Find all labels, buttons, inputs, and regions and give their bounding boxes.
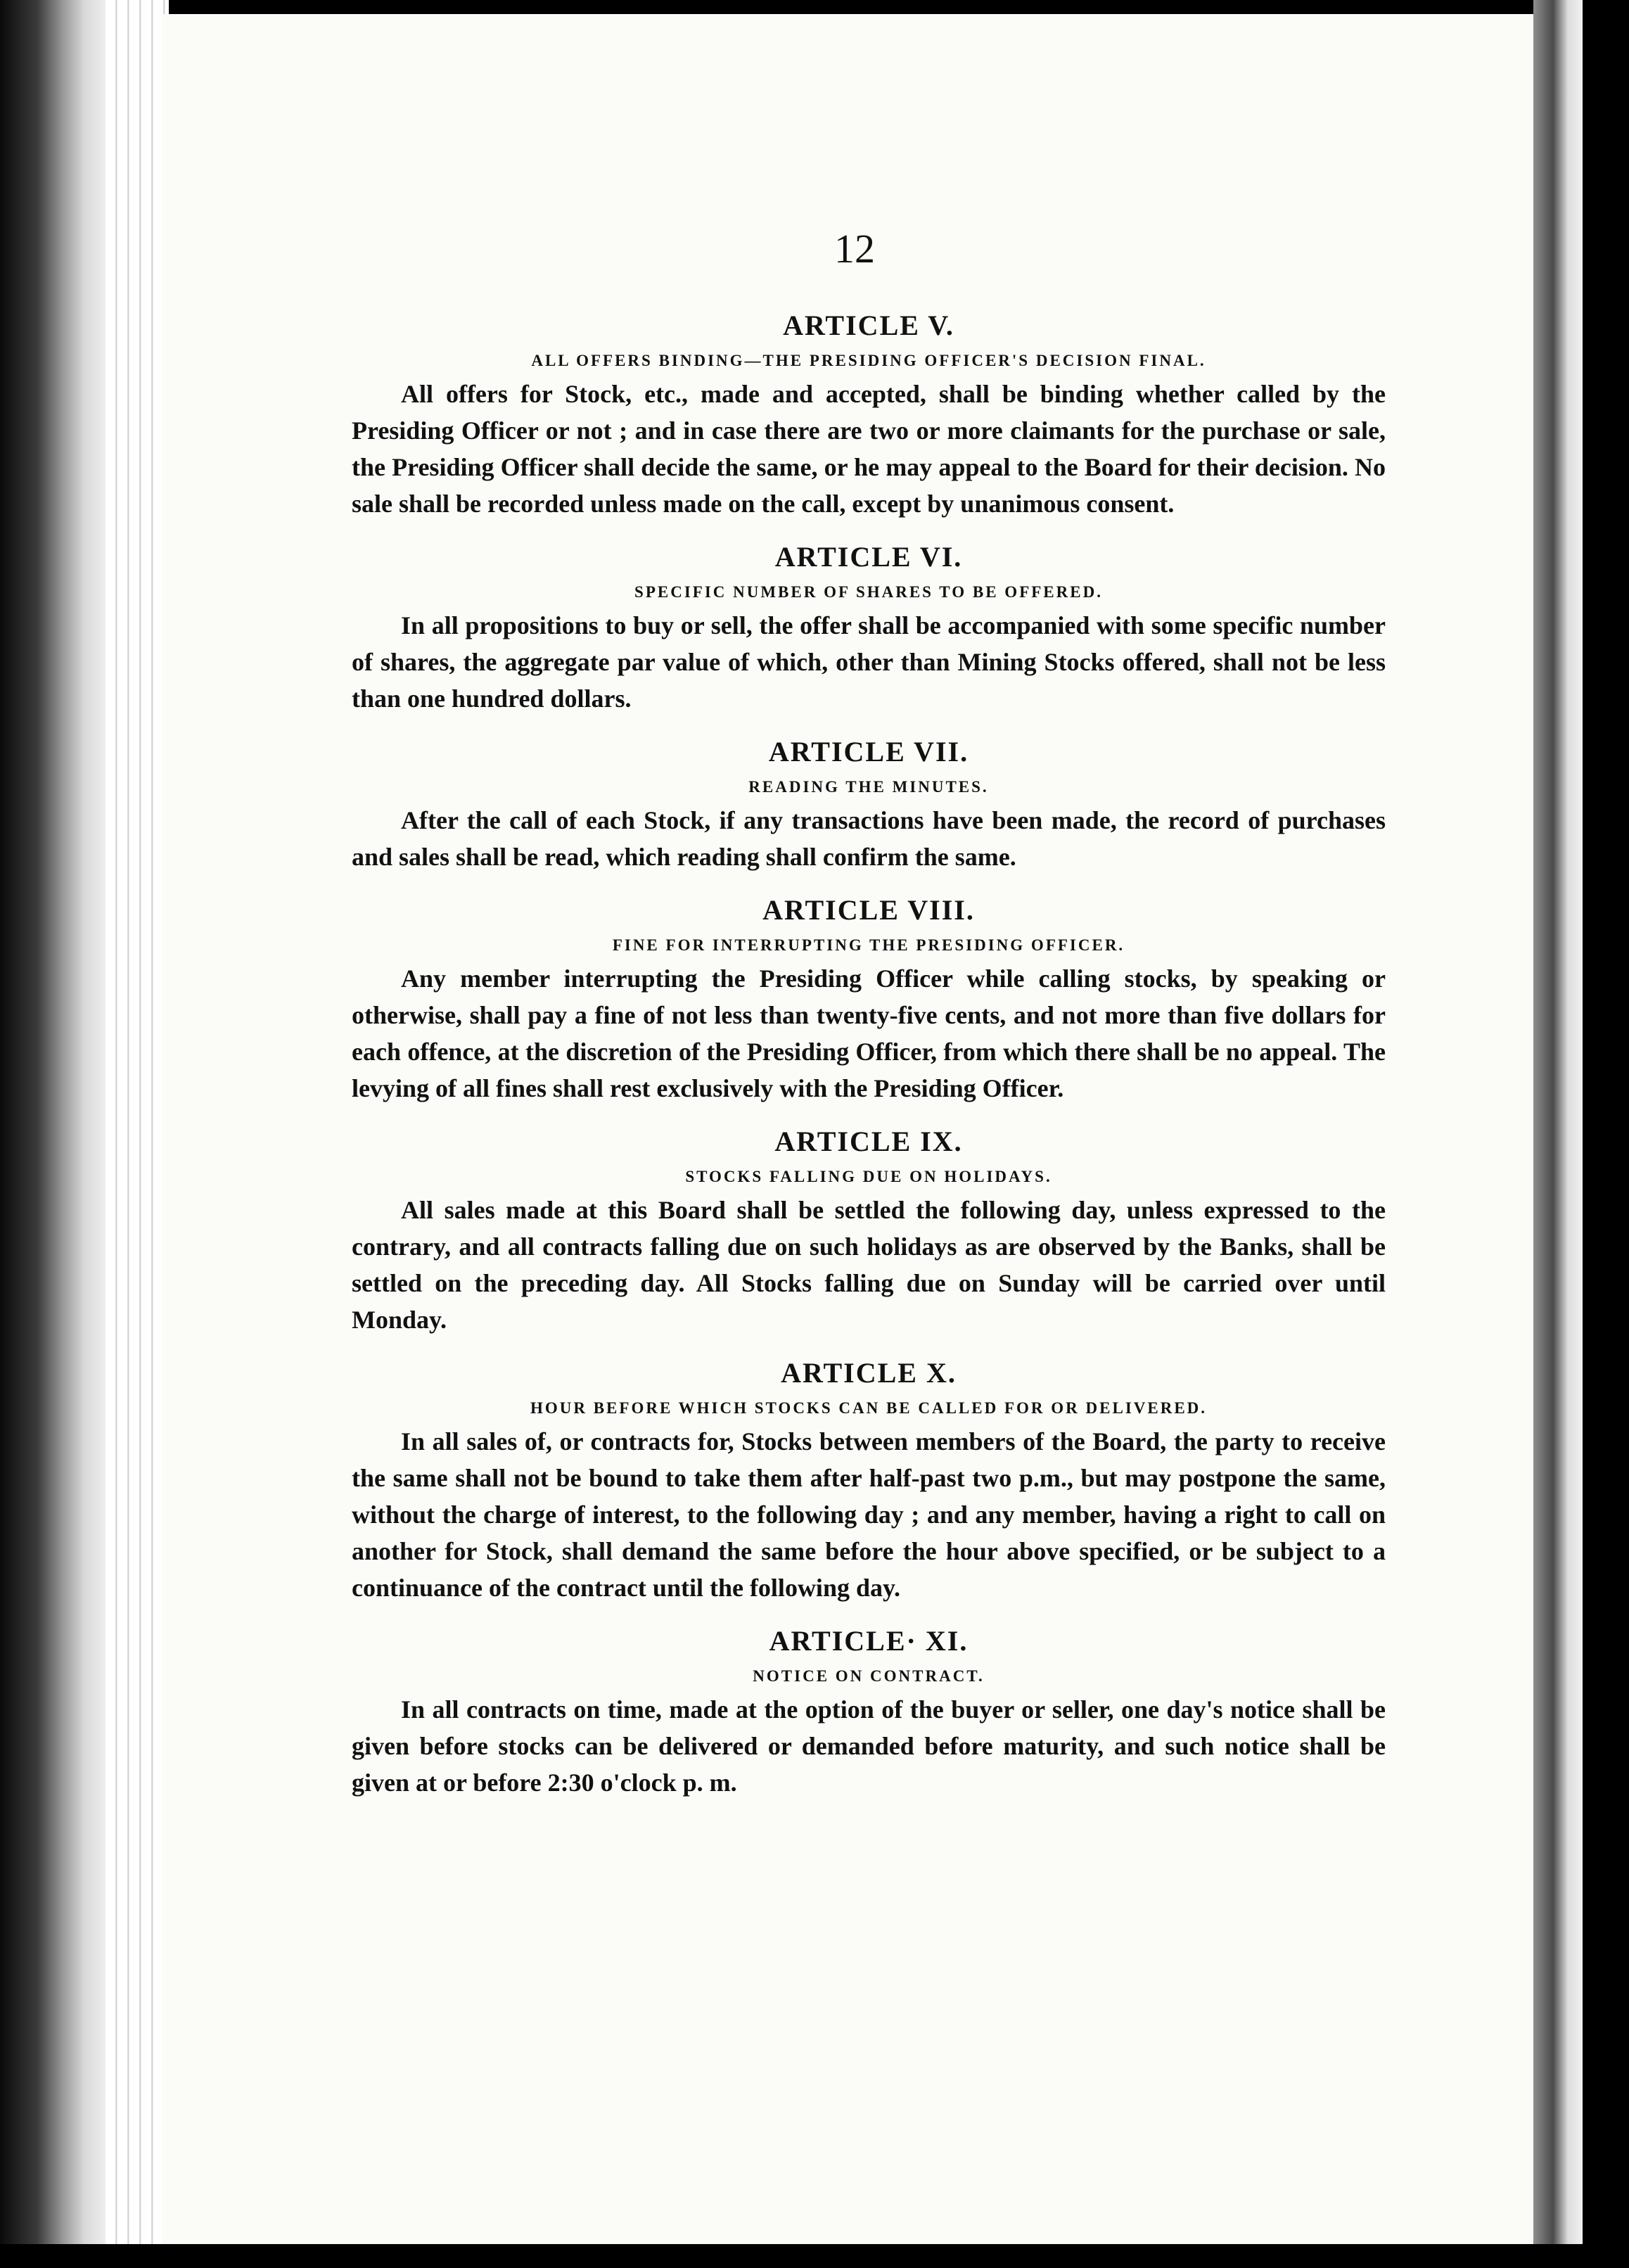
article-subtitle: NOTICE ON CONTRACT. [753,1667,985,1685]
article-5 [352,309,1386,522]
article-9 [352,1125,1386,1338]
article-body: In all propositions to buy or sell, the offer shall be accompanied with some specific number of shares, the aggregate par value of which, other than Mining Stocks offered, shall not be less than one hundred dollars. [352,611,1386,713]
article-body: In all sales of, or contracts for, Stocks between members of the Board, the party to receive the same shall not be bound to take them after half-past two p.m., but may postpone the same, without the charge of interest, to the following day ; and any member, having a right to call on another for Stock, shall demand the same before the hour above specified, or be subject to a continuance of the contract until the following day. [352,1427,1386,1602]
article-subtitle: HOUR BEFORE WHICH STOCKS CAN BE CALLED FOR OR DELIVERED. [530,1399,1208,1417]
article-subtitle: ALL OFFERS BINDING—THE PRESIDING OFFICER'S DECISION FINAL. [531,352,1206,369]
article-subtitle: SPECIFIC NUMBER OF SHARES TO BE OFFERED. [634,583,1103,601]
article-subtitle: STOCKS FALLING DUE ON HOLIDAYS. [685,1168,1052,1185]
article-body: All sales made at this Board shall be settled the following day, unless expressed to the contrary, and all contracts falling due on such holidays as are observed by the Banks, shall be settled on the preceding day. All Stocks falling due on Sunday will be carried over until Monday. [352,1196,1386,1334]
book-spine [0,0,106,2268]
article-heading: ARTICLE V. [783,310,954,341]
article-body: After the call of each Stock, if any transactions have been made, the record of purchases and sales shall be read, which reading shall confirm the same. [352,806,1386,871]
article-heading: ARTICLE X. [781,1357,957,1389]
scan-border-right [1583,0,1629,2268]
article-heading: ARTICLE VI. [774,541,963,573]
article-7 [352,735,1386,875]
article-11 [352,1624,1386,1801]
article-6 [352,540,1386,717]
scan-border-bottom [0,2244,1629,2268]
article-10 [352,1356,1386,1606]
article-body: In all contracts on time, made at the option of the buyer or seller, one day's notice shall be given before stocks can be delivered or demanded before maturity, and such notice shall be given at or before 2:30 o'clock p. m. [352,1695,1386,1797]
page-number: 12 [834,226,875,272]
article-heading: ARTICLE VII. [768,736,969,767]
scan-border-top [0,0,1629,14]
article-heading: ARTICLE· XI. [769,1625,969,1657]
article-heading: ARTICLE VIII. [762,894,975,926]
right-page-edge [1533,0,1583,2268]
article-body: Any member interrupting the Presiding Officer while calling stocks, by speaking or otherwise, shall pay a fine of not less than twenty-five cents, and not more than five dollars for each offence, at the discretion of the Presiding Officer, from which there shall be no appeal. The levying of all fines shall rest exclusively with the Presiding Officer. [352,964,1386,1102]
article-heading: ARTICLE IX. [774,1126,963,1157]
page-edge-lines [106,0,169,2268]
article-subtitle: READING THE MINUTES. [748,778,989,796]
article-subtitle: FINE FOR INTERRUPTING THE PRESIDING OFFICER. [612,936,1125,954]
page-text [352,225,1386,1819]
article-8 [352,893,1386,1107]
article-body: All offers for Stock, etc., made and accepted, shall be binding whether called by the Presiding Officer or not ; and in case there are two or more claimants for the purchase or sale, the Presiding Officer shall decide the same, or he may appeal to the Board for their decision. No sale shall be recorded unless made on the call, except by unanimous consent. [352,380,1386,518]
